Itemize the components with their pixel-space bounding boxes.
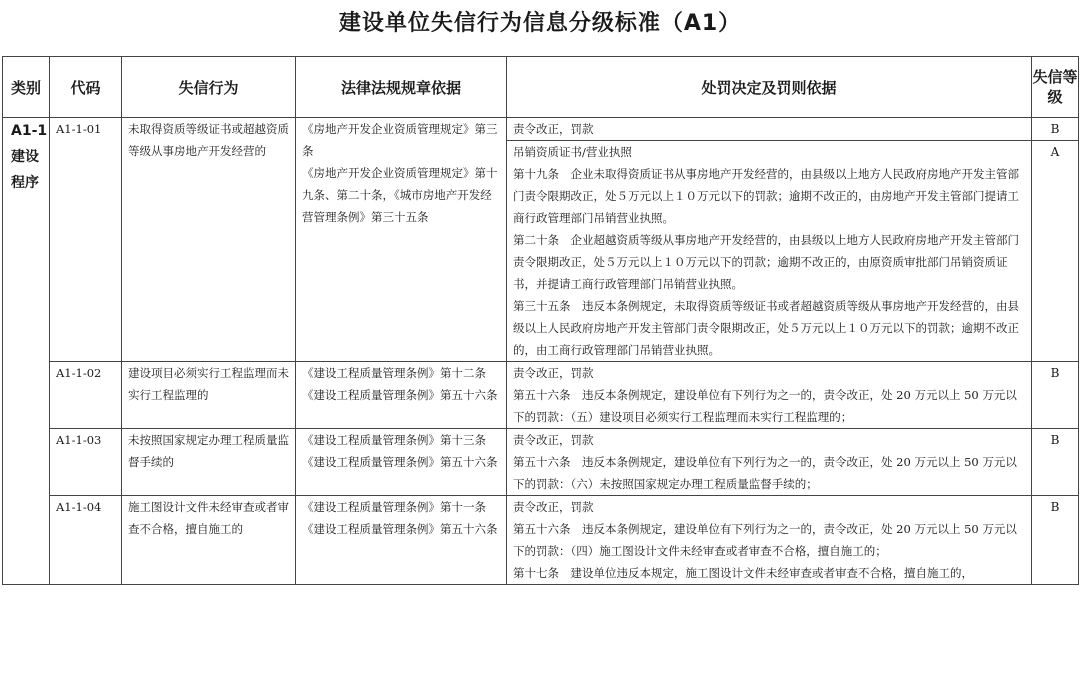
category-code: A1-1 xyxy=(11,123,48,139)
penalty-line: 第十九条 企业未取得资质证书从事房地产开发经营的，由县级以上地方人民政府房地产开发主管部门责令限期改正，处５万元以上１０万元以下的罚款；逾期不改正的，由房地产开发主管部门提请工商行政管理部门吊销营业执照。 xyxy=(513,167,1019,225)
header-category: 类别 xyxy=(3,57,50,118)
penalty-line: 第二十条 企业超越资质等级从事房地产开发经营的，由县级以上地方人民政府房地产开发主管部门责令限期改正，处５万元以上１０万元以下的罚款；逾期不改正的，由原资质审批部门吊销资质证书，并提请工商行政管理部门吊销营业执照。 xyxy=(513,233,1019,291)
penalty-line: 责令改正，罚款 xyxy=(513,122,594,136)
table-header-row xyxy=(3,57,1079,118)
header-penalty: 处罚决定及罚则依据 xyxy=(507,57,1032,118)
basis-line: 《建设工程质量管理条例》第五十六条 xyxy=(302,388,498,402)
row-code: A1-1-01 xyxy=(50,118,122,362)
table-row xyxy=(3,362,1079,429)
row-basis xyxy=(296,362,507,429)
header-behavior: 失信行为 xyxy=(122,57,296,118)
penalty-cell xyxy=(507,362,1032,429)
basis-line: 《建设工程质量管理条例》第十二条 xyxy=(302,366,486,380)
row-behavior: 未按照国家规定办理工程质量监督手续的 xyxy=(122,429,296,496)
penalty-cell xyxy=(507,118,1032,141)
table-row xyxy=(3,496,1079,585)
penalty-line: 吊销资质证书/营业执照 xyxy=(513,145,632,159)
penalty-line: 第五十六条 违反本条例规定，建设单位有下列行为之一的，责令改正，处 20 万元以上 50 万元以下的罚款：（六）未按照国家规定办理工程质量监督手续的； xyxy=(513,455,1017,491)
basis-line: 《房地产开发企业资质管理规定》第十九条、第二十条，《城市房地产开发经营管理条例》第三十五条 xyxy=(302,166,498,224)
row-code: A1-1-03 xyxy=(50,429,122,496)
penalty-line: 责令改正，罚款 xyxy=(513,366,594,380)
document-title: 建设单位失信行为信息分级标准（A1） xyxy=(338,11,742,36)
table-row xyxy=(3,118,1079,141)
penalty-line: 责令改正，罚款 xyxy=(513,500,594,514)
basis-line: 《建设工程质量管理条例》第五十六条 xyxy=(302,455,498,469)
grade-cell: B xyxy=(1032,118,1079,141)
basis-line: 《建设工程质量管理条例》第十三条 xyxy=(302,433,486,447)
penalty-line: 第十七条 建设单位违反本规定，施工图设计文件未经审查或者审查不合格，擅自施工的， xyxy=(513,566,973,580)
row-behavior: 未取得资质等级证书或超越资质等级从事房地产开发经营的 xyxy=(122,118,296,362)
basis-line: 《房地产开发企业资质管理规定》第三条 xyxy=(302,122,498,158)
row-code: A1-1-02 xyxy=(50,362,122,429)
row-code: A1-1-04 xyxy=(50,496,122,585)
header-code: 代码 xyxy=(50,57,122,118)
penalty-line: 第三十五条 违反本条例规定，未取得资质等级证书或者超越资质等级从事房地产开发经营的，由县级以上人民政府房地产开发主管部门责令限期改正，处５万元以上１０万元以下的罚款；逾期不改正的，由工商行政管理部门吊销营业执照。 xyxy=(513,299,1019,357)
basis-line: 《建设工程质量管理条例》第十一条 xyxy=(302,500,486,514)
penalty-line: 第五十六条 违反本条例规定，建设单位有下列行为之一的，责令改正，处 20 万元以上 50 万元以下的罚款：（五）建设项目必须实行工程监理而未实行工程监理的； xyxy=(513,388,1017,424)
header-basis: 法律法规规章依据 xyxy=(296,57,507,118)
table-row xyxy=(3,429,1079,496)
row-basis xyxy=(296,118,507,362)
category-name: 建设程序 xyxy=(11,149,39,191)
credit-grading-table xyxy=(2,56,1079,585)
penalty-cell xyxy=(507,496,1032,585)
basis-line: 《建设工程质量管理条例》第五十六条 xyxy=(302,522,498,536)
grade-cell: B xyxy=(1032,496,1079,585)
grade-cell: B xyxy=(1032,429,1079,496)
penalty-line: 第五十六条 违反本条例规定，建设单位有下列行为之一的，责令改正，处 20 万元以上 50 万元以下的罚款：（四）施工图设计文件未经审查或者审查不合格，擅自施工的； xyxy=(513,522,1017,558)
category-cell xyxy=(3,118,50,585)
penalty-cell xyxy=(507,429,1032,496)
row-behavior: 建设项目必须实行工程监理而未实行工程监理的 xyxy=(122,362,296,429)
row-behavior: 施工图设计文件未经审查或者审查不合格，擅自施工的 xyxy=(122,496,296,585)
penalty-line: 责令改正，罚款 xyxy=(513,433,594,447)
header-grade: 失信等级 xyxy=(1032,57,1079,118)
penalty-cell xyxy=(507,141,1032,362)
row-basis xyxy=(296,496,507,585)
grade-cell: A xyxy=(1032,141,1079,362)
grade-cell: B xyxy=(1032,362,1079,429)
row-basis xyxy=(296,429,507,496)
